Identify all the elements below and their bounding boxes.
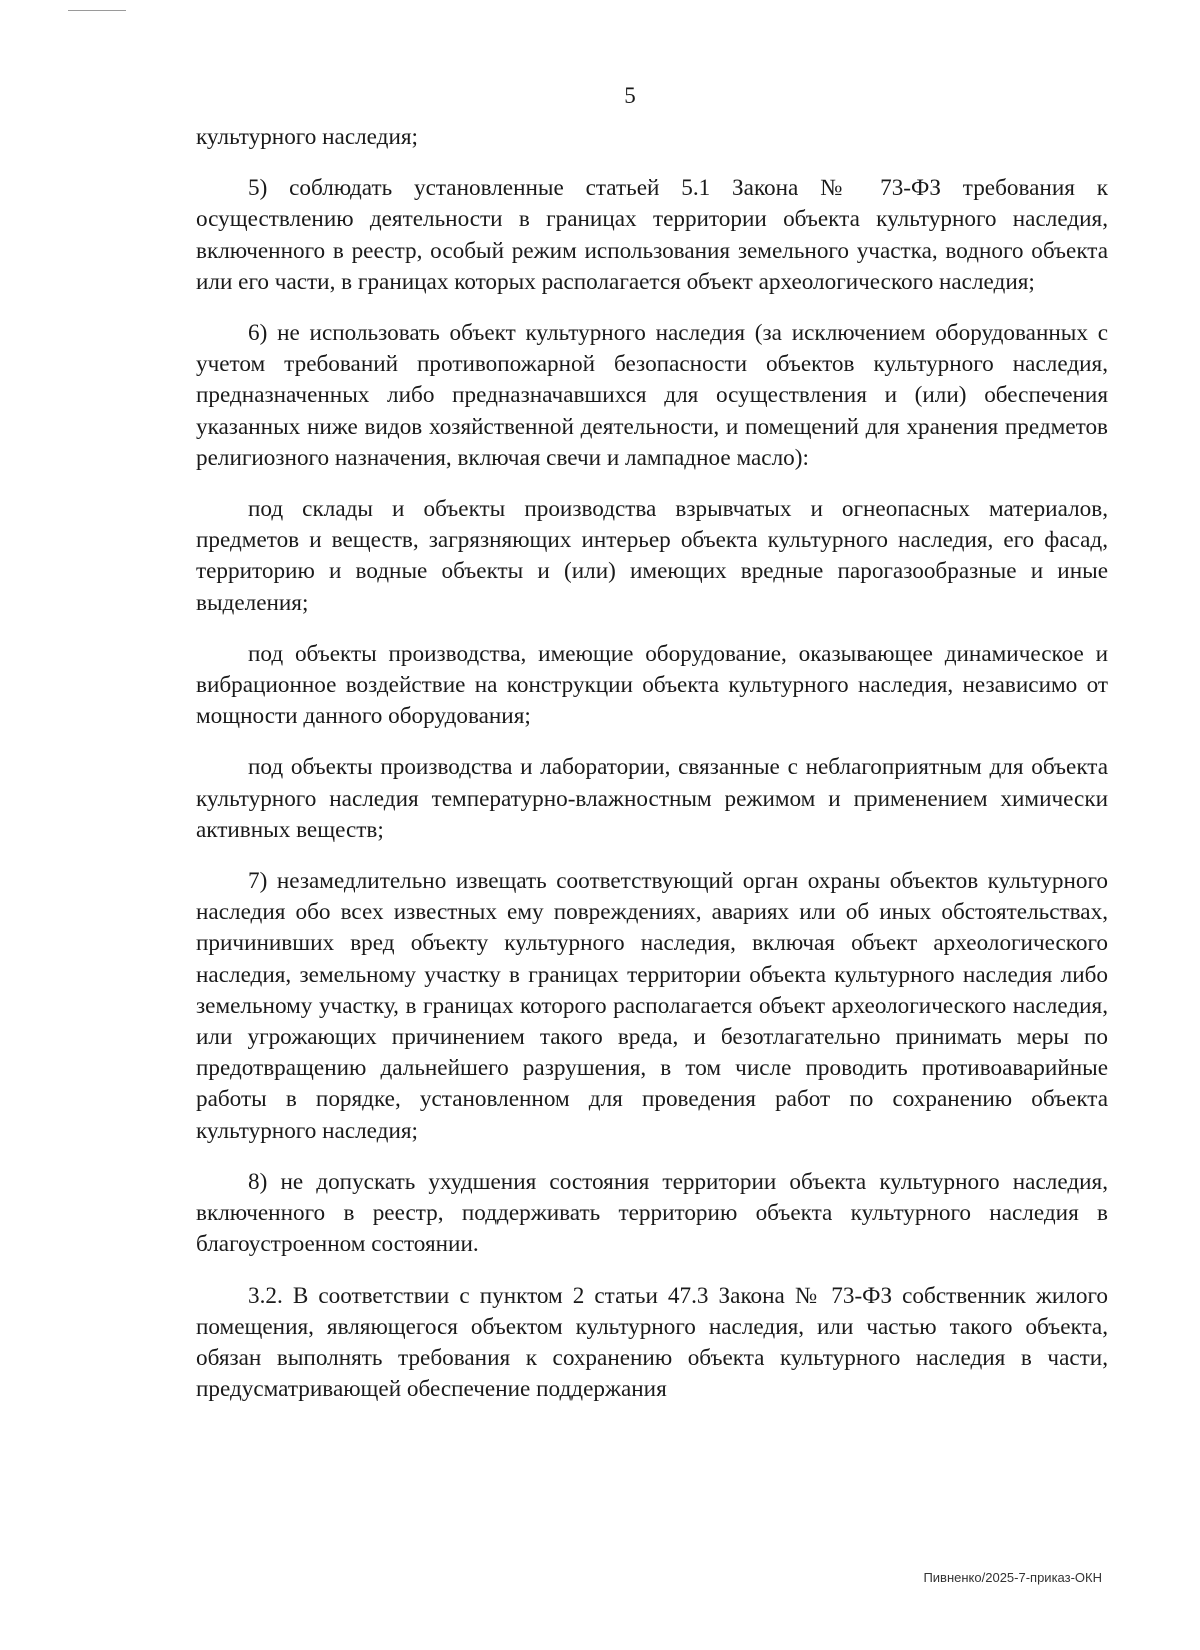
paragraph-subitem-warehouses: под склады и объекты производства взрывчатых и огнеопасных материалов, предметов и веществ, загрязняющих интерьер объекта культурного наследия, его фасад, территорию и водные объекты и (или) имеющих вредные парогазообразные и иные выделения; — [196, 496, 1108, 616]
paragraph-subitem-production-equipment: под объекты производства, имеющие оборудование, оказывающее динамическое и вибрационное воздействие на конструкции объекта культурного наследия, независимо от мощности данного оборудования; — [196, 640, 1108, 730]
paragraph-item-8: 8) не допускать ухудшения состояния территории объекта культурного наследия, включенного в реестр, поддерживать территорию объекта культурного наследия в благоустроенном состоянии. — [196, 1168, 1108, 1258]
page-number: 5 — [624, 83, 636, 108]
paragraph-section-3-2: 3.2. В соответствии с пунктом 2 статьи 47.3 Закона № 73-ФЗ собственник жилого помещения, являющегося объектом культурного наследия, или частью такого объекта, обязан выполнять требования к сохранению объекта культурного наследия в части, предусматривающей обеспечение поддержания — [196, 1282, 1108, 1403]
document-body — [196, 122, 1108, 1425]
paragraph-item-7: 7) незамедлительно извещать соответствующий орган охраны объектов культурного наследия обо всех известных ему повреждениях, авариях или об иных обстоятельствах, причинивших вред объекту культурного наследия, включая объект археологического наследия, земельному участку в границах территории объекта культурного наследия либо земельному участку, в границах которого располагается объект археологического наследия, или угрожающих причинением такого вреда, и безотлагательно принимать меры по предотвращению дальнейшего разрушения, в том числе проводить противоаварийные работы в порядке, установленном для проведения работ по сохранению объекта культурного наследия; — [196, 868, 1108, 1144]
scan-artifact-line — [68, 10, 126, 11]
paragraph-item-6: 6) не использовать объект культурного наследия (за исключением оборудованных с учетом требований противопожарной безопасности объектов культурного наследия, предназначенных либо предназначавшихся для осуществления и (или) обеспечения указанных ниже видов хозяйственной деятельности, и помещений для хранения предметов религиозного назначения, включая свечи и лампадное масло): — [196, 320, 1108, 471]
paragraph-subitem-laboratories: под объекты производства и лаборатории, связанные с неблагоприятным для объекта культурного наследия температурно-влажностным режимом и применением химически активных веществ; — [196, 754, 1108, 843]
footer-document-code: Пивненко/2025-7-приказ-ОКН — [923, 1570, 1102, 1585]
paragraph-item-5: 5) соблюдать установленные статьей 5.1 Закона № 73-ФЗ требования к осуществлению деятельности в границах территории объекта культурного наследия, включенного в реестр, особый режим использования земельного участка, водного объекта или его части, в границах которых располагается объект археологического наследия; — [196, 175, 1108, 295]
paragraph-continuation: культурного наследия; — [196, 124, 418, 150]
